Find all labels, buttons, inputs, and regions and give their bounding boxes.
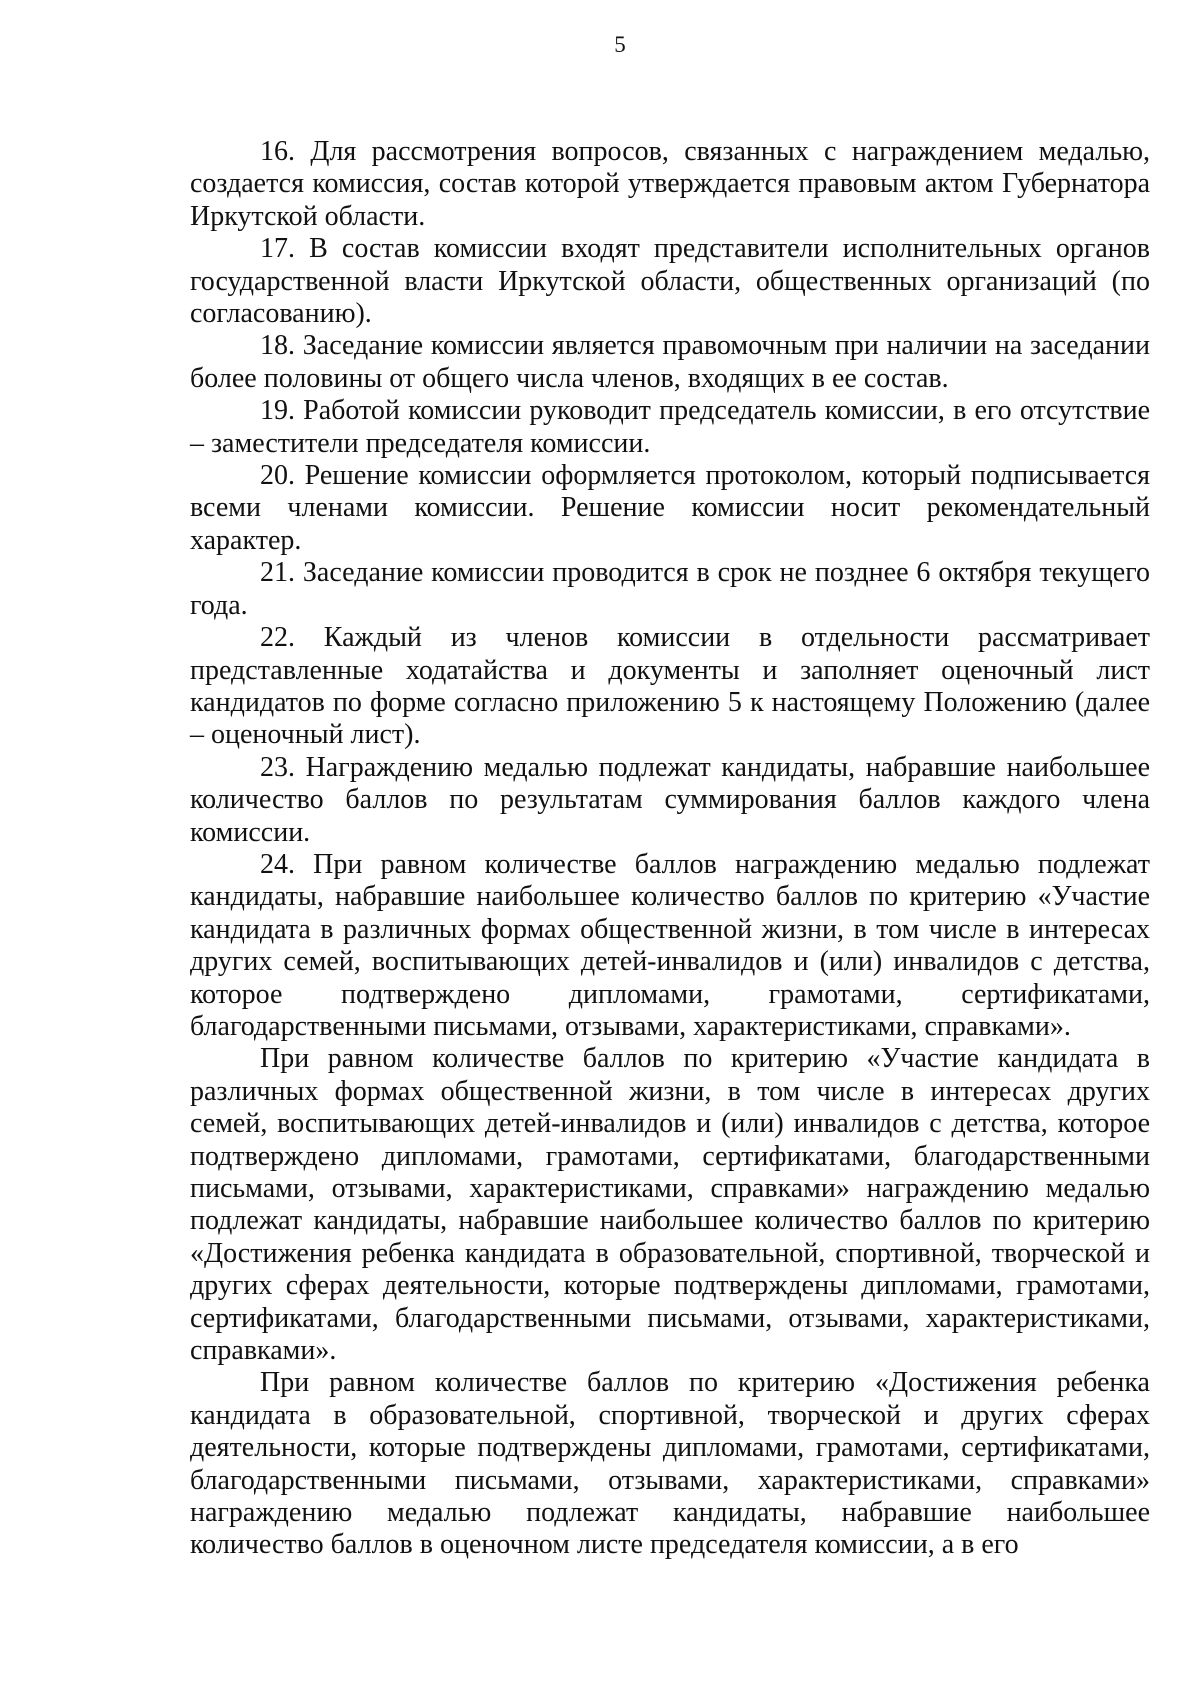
- paragraph-24-tiebreak-2: При равном количестве баллов по критерию «Достижения ребенка кандидата в образовательной, спортивной, творческой и других сферах деятельности, которые подтверждены дипломами, грамотами, сертификатами, благодарственными письмами, отзывами, характеристиками, справками» награждению медалью подлежат кандидаты, набравшие наибольшее количество баллов в оценочном листе председателя комиссии, а в его: [190, 1367, 1150, 1561]
- paragraph-18: 18. Заседание комиссии является правомочным при наличии на заседании более половины от общего числа членов, входящих в ее состав.: [190, 330, 1150, 394]
- paragraph-21: 21. Заседание комиссии проводится в срок не позднее 6 октября текущего года.: [190, 557, 1150, 621]
- paragraph-23: 23. Награждению медалью подлежат кандидаты, набравшие наибольшее количество баллов по результатам суммирования баллов каждого члена комиссии.: [190, 751, 1150, 848]
- document-body: [190, 136, 1150, 1562]
- paragraph-24-tiebreak-1: При равном количестве баллов по критерию «Участие кандидата в различных формах общественной жизни, в том числе в интересах других семей, воспитывающих детей-инвалидов и (или) инвалидов с детства, которое подтверждено дипломами, грамотами, сертификатами, благодарственными письмами, отзывами, характеристиками, справками» награждению медалью подлежат кандидаты, набравшие наибольшее количество баллов по критерию «Достижения ребенка кандидата в образовательной, спортивной, творческой и других сферах деятельности, которые подтверждены дипломами, грамотами, сертификатами, благодарственными письмами, отзывами, характеристиками, справками».: [190, 1043, 1150, 1367]
- page-number: 5: [614, 32, 626, 57]
- paragraph-19: 19. Работой комиссии руководит председатель комиссии, в его отсутствие – заместители председателя комиссии.: [190, 395, 1150, 459]
- paragraph-16: 16. Для рассмотрения вопросов, связанных с награждением медалью, создается комиссия, состав которой утверждается правовым актом Губернатора Иркутской области.: [190, 136, 1150, 232]
- paragraph-24: 24. При равном количестве баллов награждению медалью подлежат кандидаты, набравшие наибольшее количество баллов по критерию «Участие кандидата в различных формах общественной жизни, в том числе в интересах других семей, воспитывающих детей-инвалидов и (или) инвалидов с детства, которое подтверждено дипломами, грамотами, сертификатами, благодарственными письмами, отзывами, характеристиками, справками».: [190, 848, 1150, 1042]
- paragraph-22: 22. Каждый из членов комиссии в отдельности рассматривает представленные ходатайства и документы и заполняет оценочный лист кандидатов по форме согласно приложению 5 к настоящему Положению (далее – оценочный лист).: [190, 622, 1150, 751]
- paragraph-17: 17. В состав комиссии входят представители исполнительных органов государственной власти Иркутской области, общественных организаций (по согласованию).: [190, 233, 1150, 330]
- paragraph-20: 20. Решение комиссии оформляется протоколом, который подписывается всеми членами комиссии. Решение комиссии носит рекомендательный характер.: [190, 460, 1150, 556]
